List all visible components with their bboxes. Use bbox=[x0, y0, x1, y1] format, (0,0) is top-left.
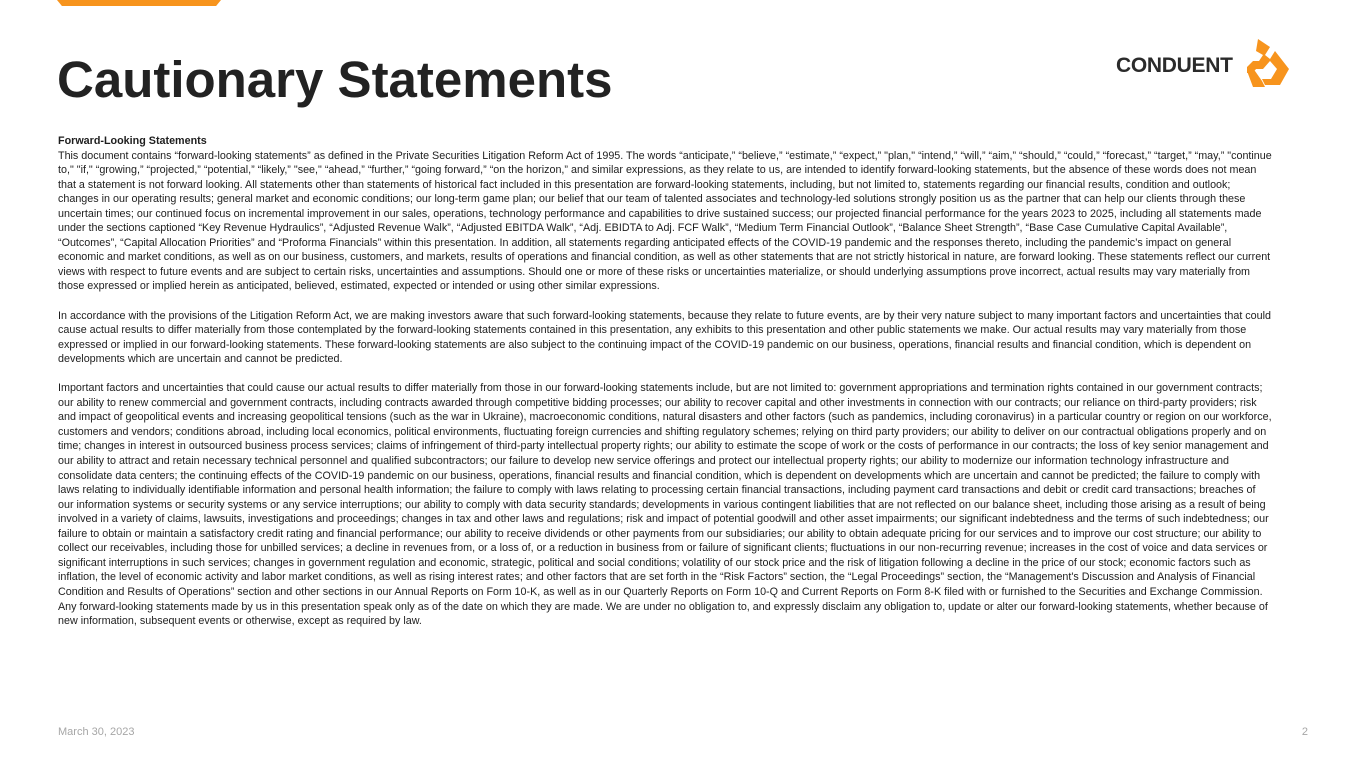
paragraph-important-factors: Important factors and uncertainties that could cause our actual results to differ materially from those in our forward-looking statements include, but are not limited to: government appropriations and termination rights contained in our government contracts; our ability to renew commercial and government contracts, including contracts awarded through competitive bidding processes; our ability to recover capital and other investments in connection with our contracts; our reliance on third-party providers; risk and impact of geopolitical events and increasing geopolitical tensions (such as the war in Ukraine), macroeconomic conditions, natural disasters and other factors (such as pandemics, including coronavirus) in a particular country or region on our workforce, customers and vendors; conditions abroad, including local economics, political environments, fluctuating foreign currencies and shifting regulatory schemes; relying on third party providers; our ability to deliver on our contractual obligations properly and on time; changes in interest in outsourced business process services; claims of infringement of third-party intellectual property rights; our ability to estimate the scope of work or the costs of performance in our contracts; the loss of key senior management and our ability to attract and retain necessary technical personnel and qualified subcontractors; our failure to develop new service offerings and protect our intellectual property rights; our ability to modernize our information technology infrastructure and consolidate data centers; the continuing effects of the COVID-19 pandemic on our business, operations, financial results and financial condition, which is dependent on developments which are uncertain and cannot be predicted; the failure to comply with laws relating to individually identifiable information and personal health information; the failure to comply with laws relating to processing certain financial transactions, including payment card transactions and debit or credit card transactions; breaches of our information systems or security systems or any service interruptions; our ability to comply with data security standards; developments in various contingent liabilities that are not reflected on our balance sheet, including those arising as a result of being involved in a variety of claims, lawsuits, investigations and proceedings; changes in tax and other laws and regulations; risk and impact of potential goodwill and other asset impairments; our significant indebtedness and the terms of such indebtedness; our failure to obtain or maintain a satisfactory credit rating and financial performance; our ability to receive dividends or other payments from our subsidiaries; our ability to obtain adequate pricing for our services and to improve our cost structure; our ability to collect our receivables, including those for unbilled services; a decline in revenues from, or a loss of, or a reduction in business from or failure of significant clients; fluctuations in our non-recurring revenue; increases in the cost of voice and data services or significant interruptions in such services; changes in government regulation and economic, strategic, political and social conditions; volatility of our stock price and the risk of litigation following a decline in the price of our stock; economic factors such as inflation, the level of economic activity and labor market conditions, as well as rising interest rates; and other factors that are set forth in the “Risk Factors” section, the “Legal Proceedings” section, the “Management's Discussion and Analysis of Financial Condition and Results of Operations” section and other sections in our Annual Reports on Form 10-K, as well as in our Quarterly Reports on Form 10-Q and Current Reports on Form 8-K filed with or furnished to the Securities and Exchange Commission. Any forward-looking statements made by us in this presentation speak only as of the date on which they are made. We are under no obligation to, and expressly disclaim any obligation to, update or alter our forward-looking statements, whether because of new information, subsequent events or otherwise, except as required by law. bbox=[58, 382, 1272, 628]
logo-wordmark: CONDUENT bbox=[1116, 54, 1233, 77]
conduent-logo-icon bbox=[1243, 39, 1289, 87]
cautionary-statements-body bbox=[58, 134, 1273, 643]
page-title: Cautionary Statements bbox=[57, 51, 613, 108]
paragraph-litigation-reform: In accordance with the provisions of the Litigation Reform Act, we are making investors aware that such forward-looking statements, because they relate to future events, are by their very nature subject to many important factors and uncertainties that could cause actual results to differ materially from those contemplated by the forward-looking statements contained in this presentation, any exhibits to this presentation and other public statements we make. Our actual results may vary materially from those expressed or implied in our forward-looking statements. These forward-looking statements are also subject to the continuing impact of the COVID-19 pandemic on our business, operations, financial results and financial condition, which is dependent on developments which are uncertain and cannot be predicted. bbox=[58, 309, 1271, 366]
section-heading: Forward-Looking Statements bbox=[58, 135, 207, 147]
header-accent-bar bbox=[57, 0, 221, 6]
page-number: 2 bbox=[1301, 726, 1308, 738]
conduent-logo bbox=[1116, 38, 1289, 88]
paragraph-forward-looking: This document contains “forward-looking statements” as defined in the Private Securities Litigation Reform Act of 1995. The words “anticipate,” “believe,” “estimate,” “expect,” "plan," “intend,” “will,” “aim,” “should,” “could,” “forecast,” “target,” “may,” "continue to," "if," “growing,” “projected,” “potential,” “likely,” "see," “ahead,” “further,” “going forward,” “on the horizon,” and similar expressions, as they relate to us, are intended to identify forward-looking statements, but the absence of these words does not mean that a statement is not forward looking. All statements other than statements of historical fact included in this presentation are forward-looking statements, including, but not limited to, statements regarding our financial results, condition and outlook; changes in our operating results; general market and economic conditions; our long-term game plan; our belief that our team of talented associates and technology-led solutions strongly position us as the partner that can help our clients through these uncertain times; our continued focus on incremental improvement in our sales, operations, technology performance and capabilities to drive sustained success; our projected financial performance for the years 2023 to 2025, including all statements made under the sections captioned “Key Revenue Hydraulics”, “Adjusted Revenue Walk”, “Adjusted EBITDA Walk”, “Adj. EBIDTA to Adj. FCF Walk”, “Medium Term Financial Outlook”, “Balance Sheet Strength”, “Base Case Cumulative Capital Available”, “Outcomes”, “Capital Allocation Priorities” and “Proforma Financials” within this presentation. In addition, all statements regarding anticipated effects of the COVID-19 pandemic and the responses thereto, including the pandemic’s impact on general economic and market conditions, as well as on our business, customers, and markets, results of operations and financial condition, as well as other statements that are not strictly historical in nature, are forward looking. These statements reflect our current views with respect to future events and are subject to certain risks, uncertainties and assumptions. Should one or more of these risks or uncertainties materialize, or should underlying assumptions prove incorrect, actual results may vary materially from those expressed or implied herein as anticipated, believed, estimated, expected or intended or using other similar expressions. bbox=[58, 149, 1272, 293]
footer-date: March 30, 2023 bbox=[58, 726, 135, 738]
